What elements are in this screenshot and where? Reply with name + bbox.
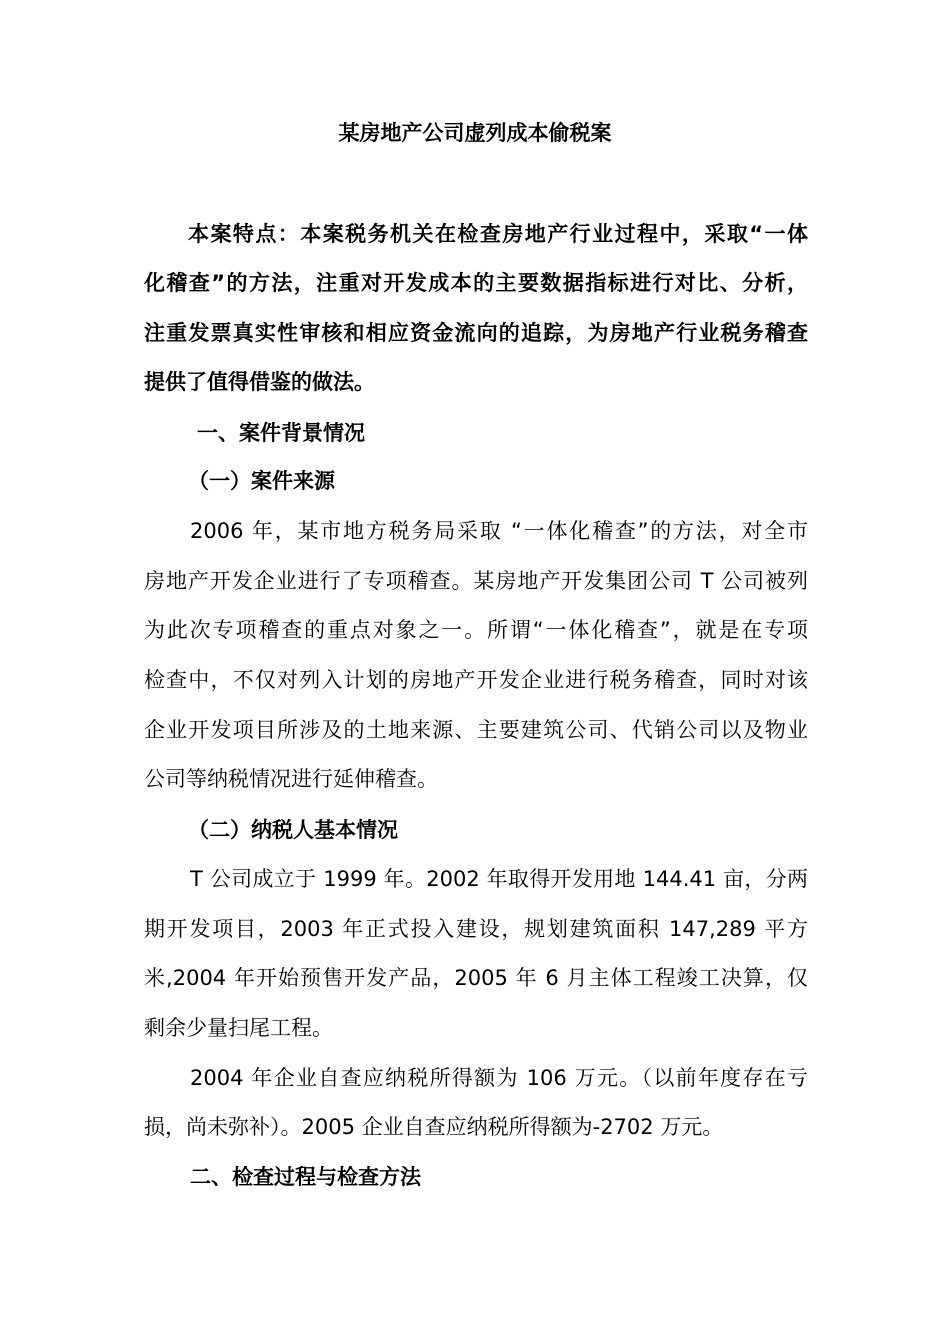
- taxpayer-line-4: 剩余少量扫尾工程。: [144, 1016, 333, 1040]
- case-source-line-6: 公司等纳税情况进行延伸稽查。: [144, 767, 438, 791]
- case-source-line-3: 为此次专项稽查的重点对象之一。所谓“一体化稽查”，就是在专项: [144, 618, 808, 642]
- taxpayer-line-1: T 公司成立于 1999 年。2002 年取得开发用地 144.41 亩，分两: [190, 867, 808, 891]
- subsection-2-heading: （二）纳税人基本情况: [188, 818, 398, 842]
- feature-line-3: 注重发票真实性审核和相应资金流向的追踪，为房地产行业税务稽查: [144, 321, 808, 345]
- case-source-line-4: 检查中，不仅对列入计划的房地产开发企业进行税务稽查，同时对该: [144, 668, 808, 692]
- taxpayer-income-line-2: 损，尚未弥补）。2005 企业自查应纳税所得额为-2702 万元。: [144, 1115, 724, 1139]
- case-source-line-1: 2006 年，某市地方税务局采取 “一体化稽查”的方法，对全市: [190, 519, 808, 543]
- feature-line-2: 化稽查”的方法，注重对开发成本的主要数据指标进行对比、分析，: [144, 271, 808, 295]
- document-title: 某房地产公司虚列成本偷税案: [338, 121, 612, 145]
- feature-line-1: 本案特点：本案税务机关在检查房地产行业过程中，采取“一体: [188, 222, 808, 246]
- feature-line-4: 提供了值得借鉴的做法。: [144, 370, 375, 394]
- section-1-heading: 一、案件背景情况: [197, 421, 365, 445]
- case-source-line-5: 企业开发项目所涉及的土地来源、主要建筑公司、代销公司以及物业: [144, 718, 808, 742]
- case-source-line-2: 房地产开发企业进行了专项稽查。某房地产开发集团公司 T 公司被列: [144, 569, 808, 593]
- taxpayer-income-line-1: 2004 年企业自查应纳税所得额为 106 万元。（以前年度存在亏: [190, 1066, 808, 1090]
- subsection-1-heading: （一）案件来源: [188, 469, 335, 493]
- taxpayer-line-2: 期开发项目，2003 年正式投入建设，规划建筑面积 147,289 平方: [144, 917, 808, 941]
- section-2-heading: 二、检查过程与检查方法: [190, 1165, 421, 1189]
- taxpayer-line-3: 米,2004 年开始预售开发产品，2005 年 6 月主体工程竣工决算，仅: [144, 966, 808, 990]
